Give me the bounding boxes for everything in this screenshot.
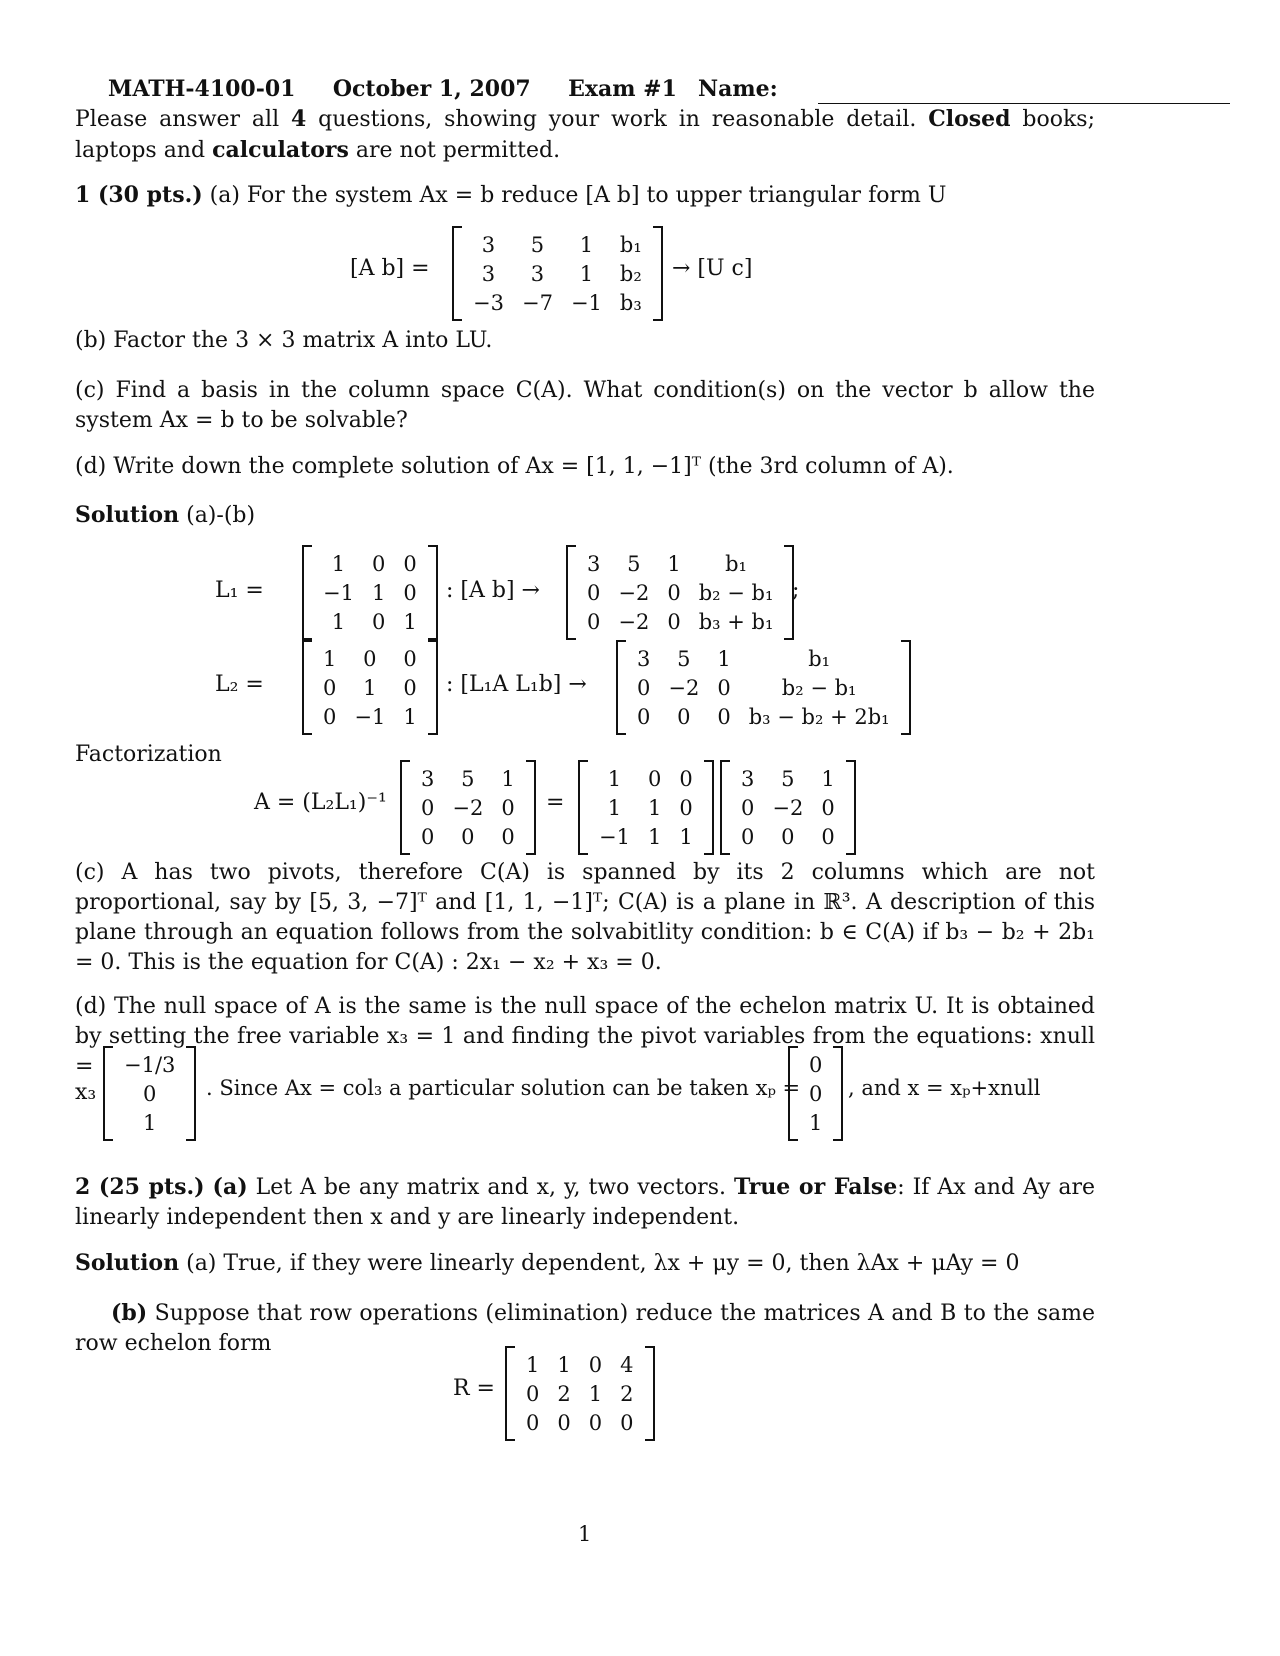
matrix-entry: 0 — [587, 609, 601, 634]
L2-operation: : [L₁A L₁b] → — [446, 672, 587, 697]
matrix-entry: 1 — [501, 766, 515, 791]
bracket-corner — [580, 760, 588, 762]
matrix-entry: 0 — [461, 824, 475, 849]
q1-part-c: (c) Find a basis in the column space C(A). What condition(s) on the vector b allow the system Ax = b to be solvable? — [75, 378, 1095, 433]
matrix-entry: 1 — [667, 551, 681, 576]
factor-1-table — [412, 764, 524, 851]
factor-matrix-L — [578, 760, 714, 855]
matrix-row — [800, 1079, 831, 1108]
page-number: 1 — [578, 1522, 592, 1546]
matrix-row — [464, 230, 651, 259]
factor-matrix-1 — [400, 760, 536, 855]
matrix-entry: 1 — [403, 609, 417, 634]
matrix-entry: 0 — [717, 704, 731, 729]
matrix-entry: 0 — [717, 675, 731, 700]
matrix-row — [578, 549, 782, 578]
bracket-corner — [568, 545, 576, 547]
factorization-label: Factorization — [75, 742, 222, 767]
matrix-entry: b₁ — [725, 551, 747, 576]
matrix-row — [314, 673, 426, 702]
matrix-entry: 1 — [607, 766, 622, 791]
bracket-corner — [304, 640, 312, 642]
bracket-corner — [784, 545, 792, 547]
matrix-entry: 0 — [403, 580, 417, 605]
matrix-entry: 3 — [530, 261, 545, 286]
matrix-entry: 0 — [741, 824, 755, 849]
solution-part-c: (c) A has two pivots, therefore C(A) is spanned by its 2 columns which are not proportional, say by [5, 3, −7]ᵀ and [1, 1, −1]ᵀ; C(A) is a plane in ℝ³. A description of this plane through an equation follows from the solvabitlity condition: b ∈ C(A) if b₃ − b₂ + 2b₁ = 0. This is the equation for C(A) : 2x₁ − x₂ + x₃ = 0. — [75, 860, 1095, 975]
instructions: Please answer all 4 questions, showing your work in reasonable detail. Closed books; laptops and calculators are not permitted. — [75, 106, 1095, 163]
matrix-entry: 1 — [717, 646, 731, 671]
bracket-corner — [722, 760, 730, 762]
matrix-entry: 5 — [530, 232, 545, 257]
matrix-entry: 1 — [557, 1352, 571, 1377]
factor-L-table — [590, 764, 702, 851]
matrix-row — [628, 702, 899, 731]
q1-part-b: (b) Factor the 3 × 3 matrix A into LU. — [75, 328, 493, 353]
L1-result-matrix — [566, 545, 794, 640]
bracket-corner — [526, 760, 534, 762]
matrix-entry: −1 — [354, 704, 386, 729]
bracket-corner — [901, 640, 909, 642]
L1-label: L₁ = — [215, 578, 264, 603]
L1-end: ; — [792, 578, 800, 603]
bracket-corner — [402, 853, 410, 855]
bracket-corner — [722, 853, 730, 855]
matrix-row — [464, 288, 651, 317]
matrix-entry: 1 — [331, 609, 346, 634]
matrix-entry: b₃ + b₁ — [698, 609, 774, 634]
matrix-entry: 5 — [627, 551, 641, 576]
matrix-entry: −2 — [772, 795, 804, 820]
matrix-row — [590, 793, 702, 822]
matrix-entry: 0 — [501, 824, 515, 849]
matrix-entry: 0 — [809, 1052, 823, 1077]
matrix-entry: 1 — [821, 766, 835, 791]
matrix-entry: 1 — [323, 646, 337, 671]
course-code: MATH-4100-01 — [108, 76, 296, 102]
factorization-lhs: A = (L₂L₁)⁻¹ — [254, 790, 387, 815]
bracket-corner — [186, 1046, 194, 1048]
bracket-corner — [704, 760, 712, 762]
matrix-entry: 1 — [679, 824, 693, 849]
bracket-corner — [428, 545, 436, 547]
matrix-row — [517, 1379, 643, 1408]
matrix-entry: 1 — [363, 675, 377, 700]
bracket-corner — [704, 853, 712, 855]
ab-label: [A b] = — [350, 256, 430, 281]
matrix-entry: −2 — [668, 675, 700, 700]
matrix-entry: 0 — [587, 580, 601, 605]
L2-matrix — [302, 640, 438, 735]
R-table — [517, 1350, 643, 1437]
matrix-entry: b₁ — [619, 232, 642, 257]
bracket-corner — [454, 226, 462, 228]
matrix-entry: 1 — [579, 261, 594, 286]
matrix-entry: b₃ — [619, 290, 642, 315]
matrix-entry: −1 — [570, 290, 602, 315]
L2-table — [314, 644, 426, 731]
R-matrix — [505, 1346, 655, 1441]
matrix-entry: 1 — [647, 795, 662, 820]
q2-solution-a: Solution (a) True, if they were linearly dependent, λx + μy = 0, then λAx + μAy = 0 — [75, 1250, 1020, 1276]
solution-heading: Solution (a)-(b) — [75, 502, 256, 528]
bracket-corner — [846, 853, 854, 855]
null-end: , and x = xₚ+xnull — [848, 1076, 1041, 1100]
bracket-corner — [402, 760, 410, 762]
matrix-entry: 0 — [363, 646, 377, 671]
matrix-row — [732, 822, 844, 851]
matrix-row — [578, 578, 782, 607]
matrix-entry: 0 — [403, 675, 417, 700]
matrix-entry: 0 — [371, 609, 386, 634]
bracket-corner — [833, 1139, 841, 1141]
matrix-entry: 0 — [637, 704, 651, 729]
matrix-entry: 1 — [143, 1110, 157, 1135]
matrix-row — [732, 764, 844, 793]
matrix-entry: 0 — [620, 1410, 634, 1435]
bracket-corner — [653, 319, 661, 321]
matrix-row — [517, 1350, 643, 1379]
q1-part-d: (d) Write down the complete solution of Ax = [1, 1, −1]ᵀ (the 3rd column of A). — [75, 454, 954, 479]
matrix-row — [314, 578, 426, 607]
q2-part-a: 2 (25 pts.) (a) Let A be any matrix and x, y, two vectors. True or False: If Ax and Ay are linearly independent then x and y are linearly independent. — [75, 1174, 1096, 1230]
exam-date: October 1, 2007 — [332, 76, 531, 102]
bracket-corner — [833, 1046, 841, 1048]
bracket-corner — [653, 226, 661, 228]
bracket-corner — [186, 1139, 194, 1141]
matrix-entry: 1 — [331, 551, 346, 576]
matrix-entry: 2 — [620, 1381, 634, 1406]
matrix-entry: −1 — [323, 580, 354, 605]
matrix-entry: −2 — [618, 609, 650, 634]
matrix-entry: 0 — [679, 766, 693, 791]
matrix-entry: 0 — [501, 795, 515, 820]
matrix-entry: 5 — [781, 766, 795, 791]
matrix-row — [412, 793, 524, 822]
matrix-entry: 3 — [587, 551, 601, 576]
matrix-entry: 5 — [461, 766, 475, 791]
bracket-corner — [618, 640, 626, 642]
matrix-row — [115, 1108, 184, 1137]
matrix-entry: 1 — [403, 704, 417, 729]
matrix-row — [464, 259, 651, 288]
L2-result-table — [628, 644, 899, 731]
matrix-entry: −7 — [521, 290, 553, 315]
q2-header: 2 (25 pts.) — [75, 1174, 205, 1200]
null-text: . Since Ax = col₃ a particular solution can be taken xₚ = — [206, 1076, 801, 1100]
matrix-entry: 0 — [667, 580, 681, 605]
bracket-corner — [304, 545, 312, 547]
matrix-entry: 1 — [588, 1381, 603, 1406]
matrix-entry: 3 — [421, 766, 435, 791]
particular-vector-table — [800, 1050, 831, 1137]
matrix-entry: b₂ — [619, 261, 642, 286]
matrix-entry: 0 — [637, 675, 651, 700]
null-vector — [103, 1046, 196, 1141]
bracket-corner — [901, 733, 909, 735]
matrix-entry: −2 — [452, 795, 484, 820]
matrix-entry: 0 — [557, 1410, 571, 1435]
matrix-entry: 0 — [821, 795, 835, 820]
matrix-row — [628, 673, 899, 702]
matrix-entry: 0 — [647, 766, 662, 791]
matrix-row — [412, 822, 524, 851]
matrix-entry: 0 — [323, 704, 337, 729]
matrix-entry: b₂ − b₁ — [781, 675, 857, 700]
matrix-row — [115, 1079, 184, 1108]
matrix-row — [115, 1050, 184, 1079]
matrix-entry: 0 — [323, 675, 337, 700]
matrix-row — [590, 822, 702, 851]
matrix-entry: 0 — [371, 551, 386, 576]
augmented-matrix-table — [464, 230, 651, 317]
matrix-row — [517, 1408, 643, 1437]
matrix-entry: 3 — [481, 232, 496, 257]
matrix-entry: 3 — [637, 646, 651, 671]
bracket-corner — [846, 760, 854, 762]
matrix-entry: 3 — [481, 261, 496, 286]
R-label: R = — [453, 1376, 495, 1401]
L2-result-matrix — [616, 640, 911, 735]
matrix-entry: 3 — [741, 766, 755, 791]
matrix-row — [314, 702, 426, 731]
L2-label: L₂ = — [215, 672, 264, 697]
matrix-entry: 0 — [403, 646, 417, 671]
matrix-entry: 0 — [526, 1410, 540, 1435]
bracket-corner — [580, 853, 588, 855]
bracket-corner — [618, 733, 626, 735]
q2-part-b: (b) Suppose that row operations (elimination) reduce the matrices A and B to the same row echelon form — [75, 1300, 1095, 1356]
matrix-entry: b₂ − b₁ — [698, 580, 774, 605]
matrix-entry: 1 — [371, 580, 386, 605]
matrix-entry: 0 — [588, 1410, 603, 1435]
matrix-entry: 0 — [809, 1081, 823, 1106]
matrix-entry: 4 — [620, 1352, 634, 1377]
matrix-entry: −3 — [473, 290, 504, 315]
bracket-corner — [105, 1046, 113, 1048]
matrix-entry: 0 — [403, 551, 417, 576]
matrix-entry: 0 — [588, 1352, 603, 1377]
bracket-corner — [790, 1046, 798, 1048]
matrix-entry: b₃ − b₂ + 2b₁ — [748, 704, 890, 729]
augmented-matrix — [452, 226, 663, 321]
bracket-corner — [105, 1139, 113, 1141]
bracket-corner — [568, 638, 576, 640]
matrix-entry: 1 — [526, 1352, 540, 1377]
ab-result: → [U c] — [672, 256, 753, 281]
matrix-entry: 1 — [607, 795, 622, 820]
factor-U-table — [732, 764, 844, 851]
L1-table — [314, 549, 426, 636]
solution-part-d: (d) The null space of A is the same is the null space of the echelon matrix U. It is obtained by setting the free variable x₃ = 1 and finding the pivot variables from the equations: xnull = — [75, 994, 1095, 1079]
matrix-entry: 1 — [579, 232, 594, 257]
L1-operation: : [A b] → — [446, 578, 540, 603]
L1-result-table — [578, 549, 782, 636]
matrix-entry: 5 — [677, 646, 691, 671]
matrix-entry: 0 — [421, 795, 435, 820]
q1-part-a: 1 (30 pts.) (a) For the system Ax = b reduce [A b] to upper triangular form U — [75, 182, 947, 208]
matrix-row — [314, 549, 426, 578]
bracket-corner — [645, 1346, 653, 1348]
matrix-entry: 0 — [781, 824, 795, 849]
matrix-row — [314, 607, 426, 636]
bracket-corner — [790, 1139, 798, 1141]
matrix-entry: 0 — [741, 795, 755, 820]
matrix-entry: 0 — [143, 1081, 157, 1106]
bracket-corner — [526, 853, 534, 855]
factor-matrix-U — [720, 760, 856, 855]
bracket-corner — [304, 733, 312, 735]
particular-vector — [788, 1046, 843, 1141]
L1-matrix — [302, 545, 438, 640]
matrix-entry: 1 — [809, 1110, 823, 1135]
factor-equals: = — [546, 790, 565, 815]
matrix-entry: b₁ — [808, 646, 831, 671]
matrix-row — [628, 644, 899, 673]
matrix-entry: 0 — [667, 609, 681, 634]
matrix-entry: 0 — [821, 824, 835, 849]
bracket-corner — [454, 319, 462, 321]
matrix-row — [800, 1108, 831, 1137]
matrix-entry: 0 — [679, 795, 693, 820]
matrix-entry: 2 — [557, 1381, 571, 1406]
matrix-entry: −1 — [599, 824, 630, 849]
matrix-row — [314, 644, 426, 673]
matrix-row — [412, 764, 524, 793]
exam-header — [108, 76, 677, 102]
bracket-corner — [428, 733, 436, 735]
matrix-entry: 1 — [647, 824, 662, 849]
matrix-row — [732, 793, 844, 822]
null-prefix: x₃ — [75, 1080, 97, 1105]
matrix-row — [590, 764, 702, 793]
name-label: Name: — [698, 76, 778, 102]
bracket-corner — [645, 1439, 653, 1441]
matrix-row — [578, 607, 782, 636]
exam-number: Exam #1 — [568, 76, 677, 102]
bracket-corner — [507, 1439, 515, 1441]
matrix-row — [800, 1050, 831, 1079]
matrix-entry: 0 — [526, 1381, 540, 1406]
q1-header: 1 (30 pts.) — [75, 182, 203, 208]
matrix-entry: −1/3 — [124, 1052, 176, 1077]
matrix-entry: 0 — [421, 824, 435, 849]
bracket-corner — [428, 640, 436, 642]
matrix-entry: −2 — [618, 580, 650, 605]
matrix-entry: 0 — [677, 704, 691, 729]
bracket-corner — [507, 1346, 515, 1348]
null-vector-table — [115, 1050, 184, 1137]
